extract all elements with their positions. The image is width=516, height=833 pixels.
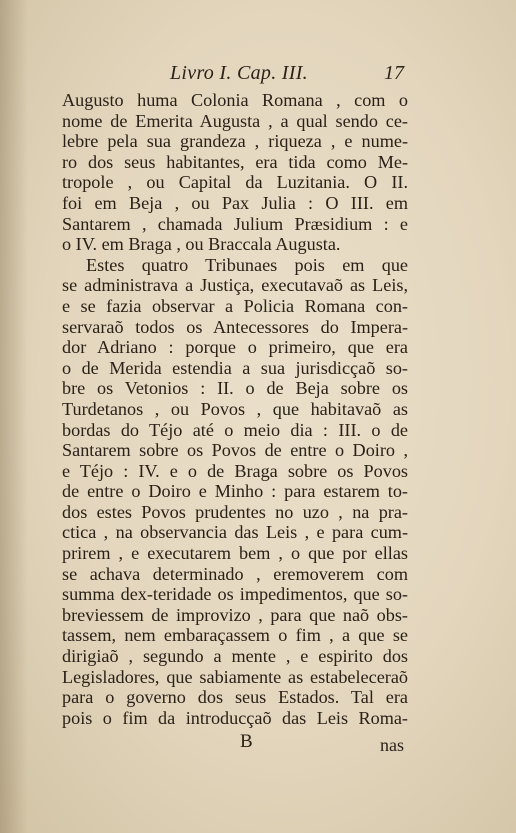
text-line: prirem , e executarem bem , o que por ellas [62,543,408,564]
text-line: de entre o Doiro e Minho : para estarem to- [62,481,408,502]
text-line: summa dex-teridade os impedimentos, que so- [62,584,408,605]
page-header [70,62,404,88]
running-head: Livro I. Cap. III. [170,62,308,84]
catchword: nas [380,735,404,755]
text-line: Santarem , chamada Julium Præsidium : e [62,213,408,234]
text-line: dos estes Povos prudentes no uzo , na pra- [62,501,408,522]
text-line: tassem, nem embaraçassem o fim , a que se [62,625,408,646]
text-line: se achava determinado , eremoverem com [62,563,408,584]
text-line: e se fazia observar a Policia Romana con- [62,295,408,316]
text-line: para o governo dos seus Estados. Tal era [62,687,408,708]
text-line: se administrava a Justiça, executavaõ as Leis, [62,275,408,296]
text-line: Augusto huma Colonia Romana , com o [62,90,408,110]
body-text [62,90,408,728]
text-line: breviessem de improvizo , para que naõ obs- [62,604,408,625]
text-line: pois o fim da introducçaõ das Leis Roma- [62,707,408,728]
page-footer [62,731,408,755]
text-line: tropole , ou Capital da Luzitania. O II. [62,172,408,193]
text-line: dor Adriano : porque o primeiro, que era [62,337,408,358]
page-number: 17 [384,62,404,84]
text-line: Santarem sobre os Povos de entre o Doiro , [62,440,408,461]
text-line: o IV. em Braga , ou Braccala Augusta. [62,234,341,255]
text-line: Estes quatro Tribunaes pois em que [86,254,408,275]
signature-mark: B [240,731,253,752]
text-line: foi em Beja , ou Pax Julia : O III. em [62,192,408,213]
text-line: e Téjo : IV. e o de Braga sobre os Povos [62,460,408,481]
text-line: bre os Vetonios : II. o de Beja sobre os [62,378,408,399]
text-line: ro dos seus habitantes, era tida como Me- [62,151,408,172]
text-line: o de Merida estendia a sua jurisdicçaõ so- [62,357,408,378]
text-line: Turdetanos , ou Povos , que habitavaõ as [62,398,408,419]
text-line: nome de Emerita Augusta , a qual sendo ce- [62,110,408,131]
text-line: ctica , na observancia das Leis , e para cum- [62,522,408,543]
text-line: Legisladores, que sabiamente as estabeleceraõ [62,666,408,687]
gutter-shadow [0,0,28,833]
text-line: lebre pela sua grandeza , riqueza , e nume- [62,131,408,152]
text-line: bordas do Téjo até o meio dia : III. o de [62,419,408,440]
text-line: servaraõ todos os Antecessores do Impera- [62,316,408,337]
text-line: dirigiaõ , segundo a mente , e espirito dos [62,646,408,667]
